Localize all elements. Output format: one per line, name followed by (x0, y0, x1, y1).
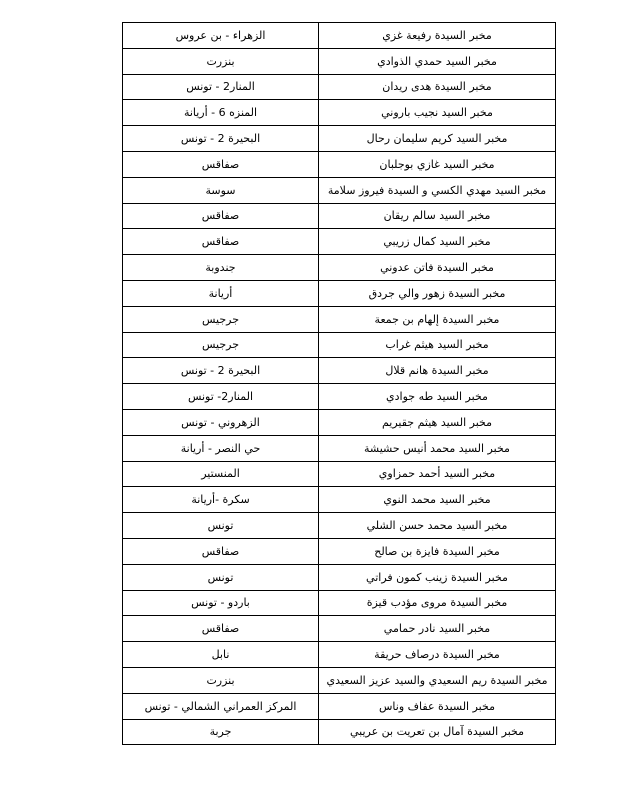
location-cell: سكرة -أريانة (123, 487, 319, 513)
location-cell: المنستير (123, 461, 319, 487)
table-row (123, 693, 556, 719)
location-cell: حي النصر - أريانة (123, 435, 319, 461)
location-cell: تونس (123, 513, 319, 539)
lab-name-cell: مخبر السيدة زينب كمون فراتي (319, 564, 556, 590)
lab-name-cell: مخبر السيدة آمال بن تعريت بن عريبي (319, 719, 556, 745)
table-row (123, 151, 556, 177)
lab-name-cell: مخبر السيد محمد أنيس حشيشة (319, 435, 556, 461)
location-cell: سوسة (123, 177, 319, 203)
lab-name-cell: مخبر السيد أحمد حمزاوي (319, 461, 556, 487)
lab-name-cell: مخبر السيدة عفاف وناس (319, 693, 556, 719)
table-row (123, 564, 556, 590)
location-cell: باردو - تونس (123, 590, 319, 616)
location-cell: صفاقس (123, 538, 319, 564)
location-cell: جربة (123, 719, 319, 745)
location-cell: نابل (123, 642, 319, 668)
location-cell: المنزه 6 - أريانة (123, 100, 319, 126)
table-row (123, 100, 556, 126)
table-row (123, 255, 556, 281)
table-row (123, 667, 556, 693)
location-cell: جندوبة (123, 255, 319, 281)
table-row (123, 642, 556, 668)
location-cell: بنزرت (123, 48, 319, 74)
table-row (123, 590, 556, 616)
table-row (123, 280, 556, 306)
lab-name-cell: مخبر السيدة رفيعة غزي (319, 23, 556, 49)
lab-name-cell: مخبر السيد هيثم غراب (319, 332, 556, 358)
location-cell: صفاقس (123, 203, 319, 229)
table-row (123, 358, 556, 384)
lab-name-cell: مخبر السيد غازي بوجلبان (319, 151, 556, 177)
table-body (123, 23, 556, 745)
location-cell: المنار2 - تونس (123, 74, 319, 100)
table-row (123, 126, 556, 152)
location-cell: تونس (123, 564, 319, 590)
lab-name-cell: مخبر السيدة ريم السعيدي والسيد عزيز السعيدي (319, 667, 556, 693)
table-row (123, 229, 556, 255)
lab-name-cell: مخبر السيدة درصاف حريقة (319, 642, 556, 668)
table-row (123, 48, 556, 74)
location-cell: جرجيس (123, 306, 319, 332)
lab-name-cell: مخبر السيد حمدي الذوادي (319, 48, 556, 74)
location-cell: الزهراء - بن عروس (123, 23, 319, 49)
table-row (123, 384, 556, 410)
table-row (123, 203, 556, 229)
lab-name-cell: مخبر السيد سالم ريقان (319, 203, 556, 229)
location-cell: المركز العمراني الشمالي - تونس (123, 693, 319, 719)
location-cell: جرجيس (123, 332, 319, 358)
table-row (123, 616, 556, 642)
table-row (123, 23, 556, 49)
table-row (123, 332, 556, 358)
table-row (123, 435, 556, 461)
table-row (123, 306, 556, 332)
location-cell: صفاقس (123, 229, 319, 255)
lab-name-cell: مخبر السيد مهدي الكسي و السيدة فيروز سلامة (319, 177, 556, 203)
location-cell: صفاقس (123, 151, 319, 177)
lab-name-cell: مخبر السيدة فاتن عدوني (319, 255, 556, 281)
location-cell: البحيرة 2 - تونس (123, 358, 319, 384)
lab-name-cell: مخبر السيدة هانم قلال (319, 358, 556, 384)
location-cell: المنار2- تونس (123, 384, 319, 410)
lab-name-cell: مخبر السيد هيثم جقيريم (319, 409, 556, 435)
lab-name-cell: مخبر السيدة إلهام بن جمعة (319, 306, 556, 332)
lab-name-cell: مخبر السيد محمد حسن الشلي (319, 513, 556, 539)
laboratories-table (122, 22, 556, 745)
lab-name-cell: مخبر السيدة مروى مؤدب قيزة (319, 590, 556, 616)
location-cell: صفاقس (123, 616, 319, 642)
lab-name-cell: مخبر السيد محمد النوي (319, 487, 556, 513)
table-row (123, 538, 556, 564)
table-row (123, 461, 556, 487)
lab-name-cell: مخبر السيد نجيب باروني (319, 100, 556, 126)
table-row (123, 487, 556, 513)
location-cell: بنزرت (123, 667, 319, 693)
lab-name-cell: مخبر السيدة زهور والي جردق (319, 280, 556, 306)
table-row (123, 177, 556, 203)
lab-name-cell: مخبر السيد كمال زريبي (319, 229, 556, 255)
lab-name-cell: مخبر السيدة هدى ريدان (319, 74, 556, 100)
lab-name-cell: مخبر السيد نادر حمامي (319, 616, 556, 642)
table-row (123, 719, 556, 745)
table-row (123, 74, 556, 100)
location-cell: أريانة (123, 280, 319, 306)
lab-name-cell: مخبر السيد كريم سليمان رحال (319, 126, 556, 152)
lab-name-cell: مخبر السيد طه جوادي (319, 384, 556, 410)
location-cell: الزهروني - تونس (123, 409, 319, 435)
table-row (123, 409, 556, 435)
location-cell: البحيرة 2 - تونس (123, 126, 319, 152)
lab-name-cell: مخبر السيدة فايزة بن صالح (319, 538, 556, 564)
table-row (123, 513, 556, 539)
